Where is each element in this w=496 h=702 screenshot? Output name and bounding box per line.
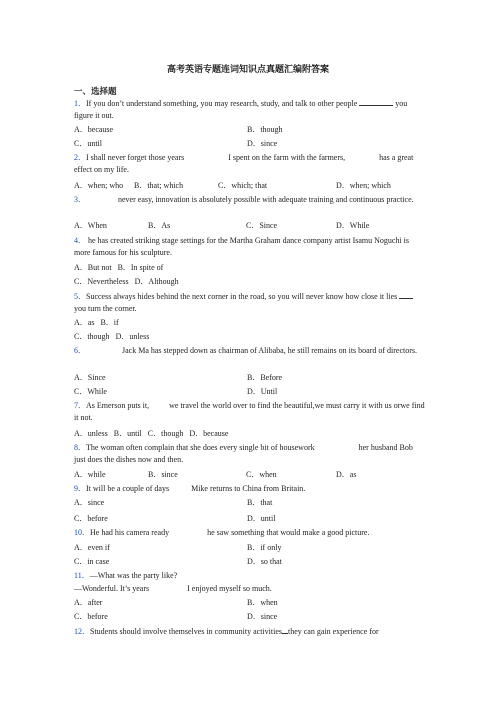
- option-d[interactable]: D．as: [336, 470, 357, 479]
- question-text: you turn the corner.: [74, 304, 137, 313]
- option-d[interactable]: D．so that: [247, 557, 282, 566]
- option-a[interactable]: A．as: [74, 318, 95, 327]
- question-3: [74, 194, 426, 206]
- answer-blank: [359, 97, 393, 106]
- option-c[interactable]: C．Nevertheless: [74, 277, 129, 286]
- option-a[interactable]: A．while: [74, 470, 106, 479]
- question-text: I shall never forget those years: [86, 153, 187, 162]
- question-text: they can gain experience for: [287, 627, 379, 636]
- question-text: It will be a couple of days: [86, 484, 172, 493]
- option-d[interactable]: D．While: [336, 221, 370, 230]
- question-11: [74, 570, 426, 582]
- question-text: Students should involve themselves in community activities: [90, 627, 282, 636]
- page-title: 高考英语专题连词知识点真题汇编附答案: [166, 65, 329, 75]
- question-5: [74, 290, 426, 315]
- question-text: As Emerson puts it,: [86, 401, 152, 410]
- question-number: 9．: [74, 484, 86, 493]
- option-b[interactable]: B．that; which: [134, 181, 184, 190]
- option-c[interactable]: C．which; that: [218, 181, 268, 190]
- question-1: [74, 97, 426, 122]
- option-c[interactable]: C．While: [74, 387, 107, 396]
- question-number: 6．: [74, 346, 86, 355]
- option-c[interactable]: C．in case: [74, 557, 110, 566]
- option-d[interactable]: D．when; which: [336, 181, 391, 190]
- option-c[interactable]: C．though: [74, 332, 110, 341]
- option-c[interactable]: C．before: [74, 514, 108, 523]
- question-number: 10．: [74, 528, 90, 537]
- question-text: has a great effect on my life.: [74, 153, 414, 174]
- option-a[interactable]: A．But not: [74, 263, 112, 272]
- question-text: —What was the party like?: [89, 571, 178, 580]
- option-a-b: [74, 317, 119, 329]
- question-text: Success always hides behind the next corner in the road, so you will never know how close it lies: [86, 292, 400, 301]
- question-number: 2．: [74, 153, 86, 162]
- option-b[interactable]: B．As: [148, 221, 171, 230]
- option-c-d: [74, 331, 149, 343]
- question-number: 4．: [74, 236, 86, 245]
- option-a[interactable]: A．Since: [74, 373, 106, 382]
- option-c[interactable]: C．though: [147, 429, 184, 438]
- option-b[interactable]: B．since: [148, 470, 178, 479]
- option-b[interactable]: B．Before: [247, 373, 283, 382]
- question-text: he saw something that would make a good picture.: [205, 528, 370, 537]
- question-2: [74, 152, 426, 176]
- question-9: [74, 483, 426, 495]
- option-d[interactable]: D．Until: [247, 387, 278, 396]
- question-number: 12．: [74, 627, 90, 636]
- question-8: [74, 442, 426, 466]
- question-4: [74, 235, 426, 259]
- option-c[interactable]: C．until: [74, 139, 103, 148]
- question-number: 3．: [74, 195, 86, 204]
- question-number: 7．: [74, 401, 86, 410]
- option-b[interactable]: B．when: [247, 598, 278, 607]
- question-text: he has created striking stage settings for the Martha Graham dance company artist Isamu Noguchi is more famous for his sculpture.: [74, 236, 410, 257]
- question-7: [74, 400, 426, 424]
- option-b[interactable]: B．that: [247, 498, 273, 507]
- question-number: 1．: [74, 99, 86, 108]
- option-a[interactable]: A．unless: [74, 429, 108, 438]
- option-a[interactable]: A．since: [74, 498, 105, 507]
- option-c[interactable]: C．when: [246, 470, 277, 479]
- section-heading: 一、选择题: [74, 87, 117, 97]
- option-c-d: [74, 276, 179, 288]
- option-d[interactable]: D．until: [247, 514, 276, 523]
- option-d[interactable]: D．since: [247, 139, 278, 148]
- question-text: —Wonderful. It’s years: [74, 584, 152, 593]
- question-text: you figure it out.: [74, 99, 408, 120]
- option-d[interactable]: D．because: [189, 429, 229, 438]
- question-text: He had his camera ready: [90, 528, 172, 537]
- question-text: never easy, innovation is absolutely possible with adequate training and continuous practice.: [116, 195, 414, 204]
- option-a[interactable]: A．because: [74, 125, 114, 134]
- answer-blank: [399, 290, 413, 299]
- option-a-b: [74, 262, 163, 274]
- question-number: 5．: [74, 292, 86, 301]
- question-text: her husband Bob just does the dishes now and then.: [74, 443, 413, 464]
- option-a[interactable]: A．after: [74, 598, 103, 607]
- option-b[interactable]: B．In spite of: [117, 263, 164, 272]
- question-text: If you don’t understand something, you may research, study, and talk to other people: [86, 99, 360, 108]
- question-11-line-2: [74, 583, 426, 595]
- option-d[interactable]: D．Although: [134, 277, 179, 286]
- option-row: [74, 428, 228, 440]
- option-a[interactable]: A．when; who: [74, 181, 124, 190]
- option-b[interactable]: B．until: [113, 429, 142, 438]
- question-10: [74, 527, 426, 539]
- question-number: 11．: [74, 571, 90, 580]
- question-text: I enjoyed myself so much.: [185, 584, 272, 593]
- option-a[interactable]: A．even if: [74, 543, 110, 552]
- question-text: we travel the world over to find the beautiful,we must carry it with us orwe find it not.: [74, 401, 425, 422]
- option-b[interactable]: B．if only: [247, 543, 282, 552]
- option-d[interactable]: D．since: [247, 612, 278, 621]
- option-c[interactable]: C．Since: [246, 221, 278, 230]
- question-text: The woman often complain that she does every single bit of housework: [86, 443, 317, 452]
- question-6: [74, 345, 426, 357]
- option-d[interactable]: D．unless: [115, 332, 150, 341]
- question-text: Jack Ma has stepped down as chairman of Alibaba, he still remains on its board of directors.: [120, 346, 418, 355]
- option-b[interactable]: B．though: [247, 125, 283, 134]
- question-number: 8．: [74, 443, 86, 452]
- question-text: Mike returns to China from Britain.: [189, 484, 306, 493]
- option-c[interactable]: C．before: [74, 612, 108, 621]
- option-b[interactable]: B．if: [100, 318, 119, 327]
- question-text: I spent on the farm with the farmers,: [226, 153, 348, 162]
- question-12: [74, 625, 426, 638]
- option-a[interactable]: A．When: [74, 221, 107, 230]
